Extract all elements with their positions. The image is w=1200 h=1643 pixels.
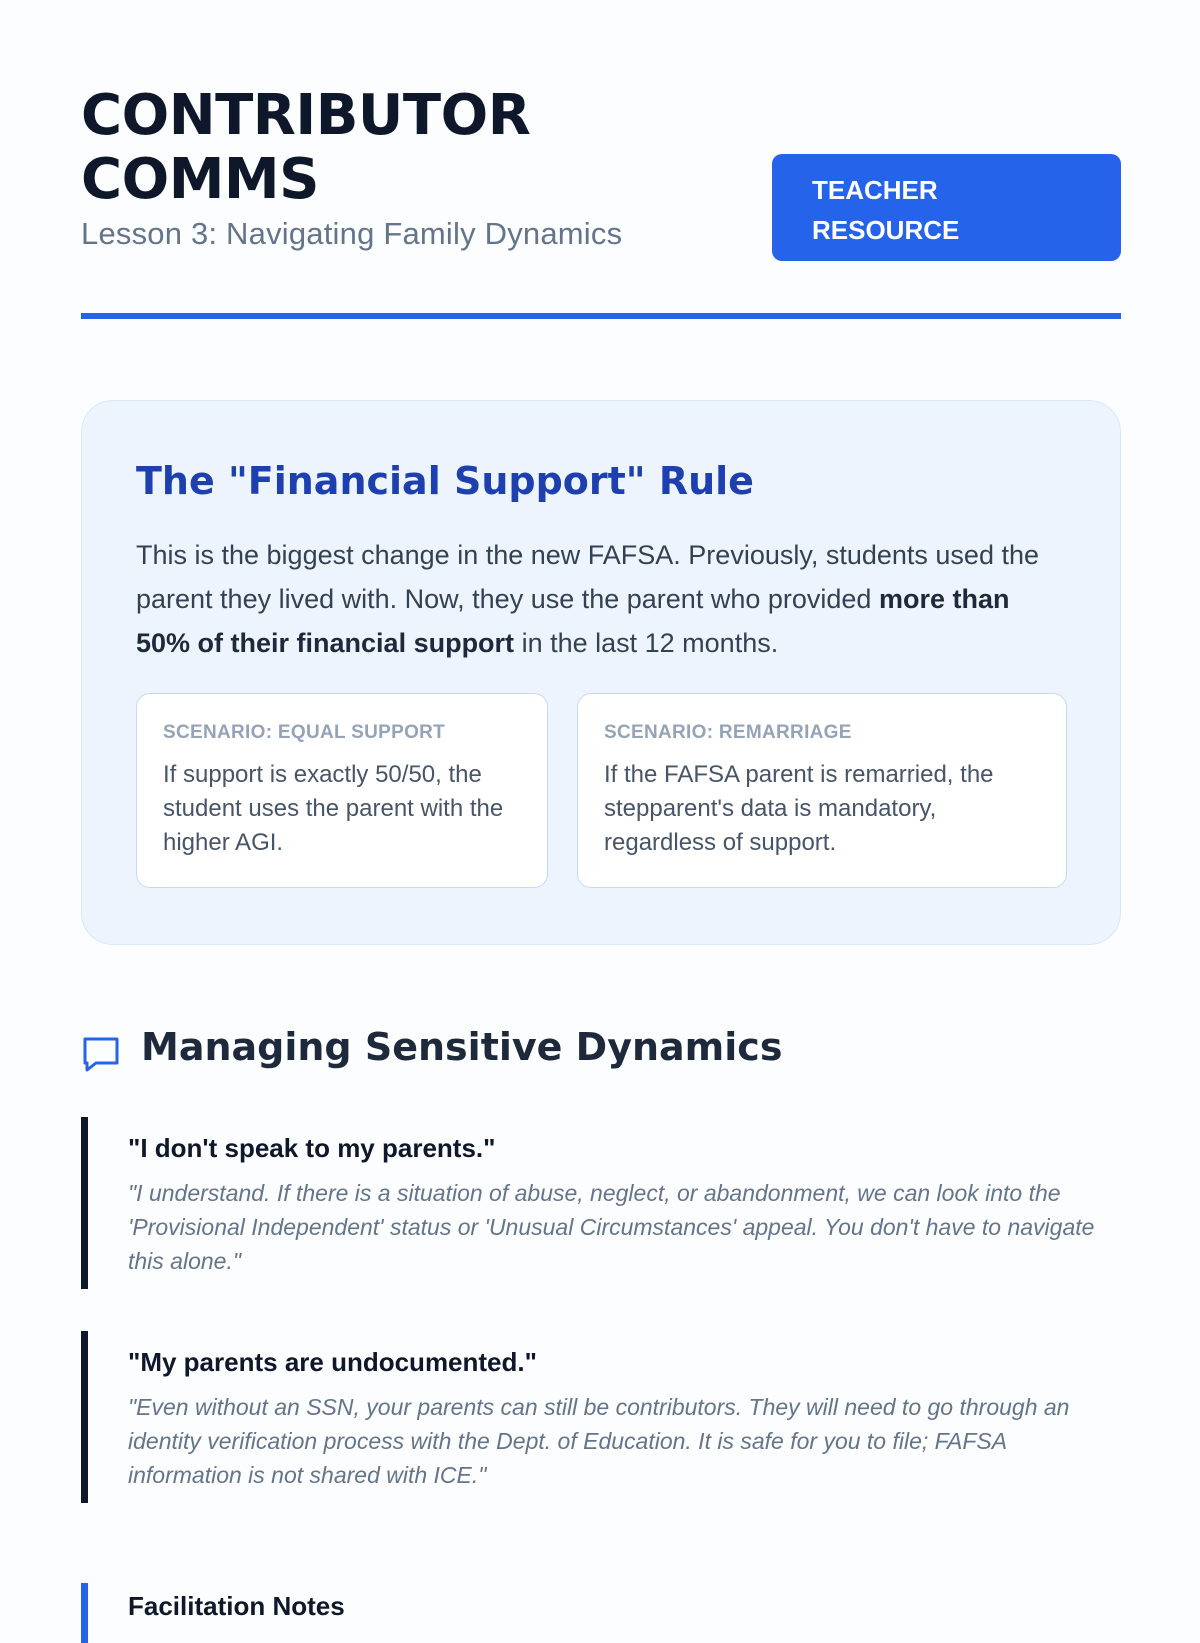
page-title: CONTRIBUTOR COMMS <box>81 83 531 212</box>
section-title: Managing Sensitive Dynamics <box>141 1025 783 1069</box>
scenario-text: If support is exactly 50/50, the student uses the parent with the higher AGI. <box>163 761 504 856</box>
rule-body-end: in the last 12 months. <box>514 628 779 658</box>
scenario-card-equal-support <box>136 693 548 888</box>
rule-body-emphasis: more than 50% of their financial support <box>136 584 1010 658</box>
scenario-label: SCENARIO: EQUAL SUPPORT <box>163 722 446 743</box>
scenario-quote <box>81 1331 1121 1503</box>
facilitation-notes-title: Facilitation Notes <box>128 1591 345 1621</box>
facilitation-notes <box>81 1583 1121 1643</box>
rule-description <box>136 533 1056 665</box>
sensitive-dynamics-header <box>81 1025 1121 1075</box>
quote-response: "I understand. If there is a situation of abuse, neglect, or abandonment, we can look into the 'Provisional Independent' status or 'Unusual Circumstances' appeal. You don't have to navigate this alone." <box>128 1180 1095 1274</box>
financial-support-rule-card <box>81 400 1121 945</box>
rule-title: The "Financial Support" Rule <box>136 459 754 503</box>
rule-body-start: This is the biggest change in the new FAFSA. Previously, students used the parent they lived with. Now, they use the parent who provided <box>136 540 1039 614</box>
teacher-resource-badge: TEACHER RESOURCE <box>772 154 1121 261</box>
page-header <box>81 84 1121 264</box>
scenario-text: If the FAFSA parent is remarried, the stepparent's data is mandatory, regardless of support. <box>604 761 994 856</box>
scenario-quote <box>81 1117 1121 1289</box>
scenario-card-remarriage <box>577 693 1067 888</box>
header-divider <box>81 313 1121 319</box>
chat-bubble-icon <box>81 1034 121 1074</box>
quote-prompt: "My parents are undocumented." <box>128 1347 537 1377</box>
quote-response: "Even without an SSN, your parents can still be contributors. They will need to go through an identity verification process with the Dept. of Education. It is safe for you to file; FAFSA information is not shared with ICE." <box>128 1394 1070 1488</box>
lesson-subtitle: Lesson 3: Navigating Family Dynamics <box>81 216 623 251</box>
scenario-label: SCENARIO: REMARRIAGE <box>604 722 852 743</box>
quote-prompt: "I don't speak to my parents." <box>128 1133 496 1163</box>
